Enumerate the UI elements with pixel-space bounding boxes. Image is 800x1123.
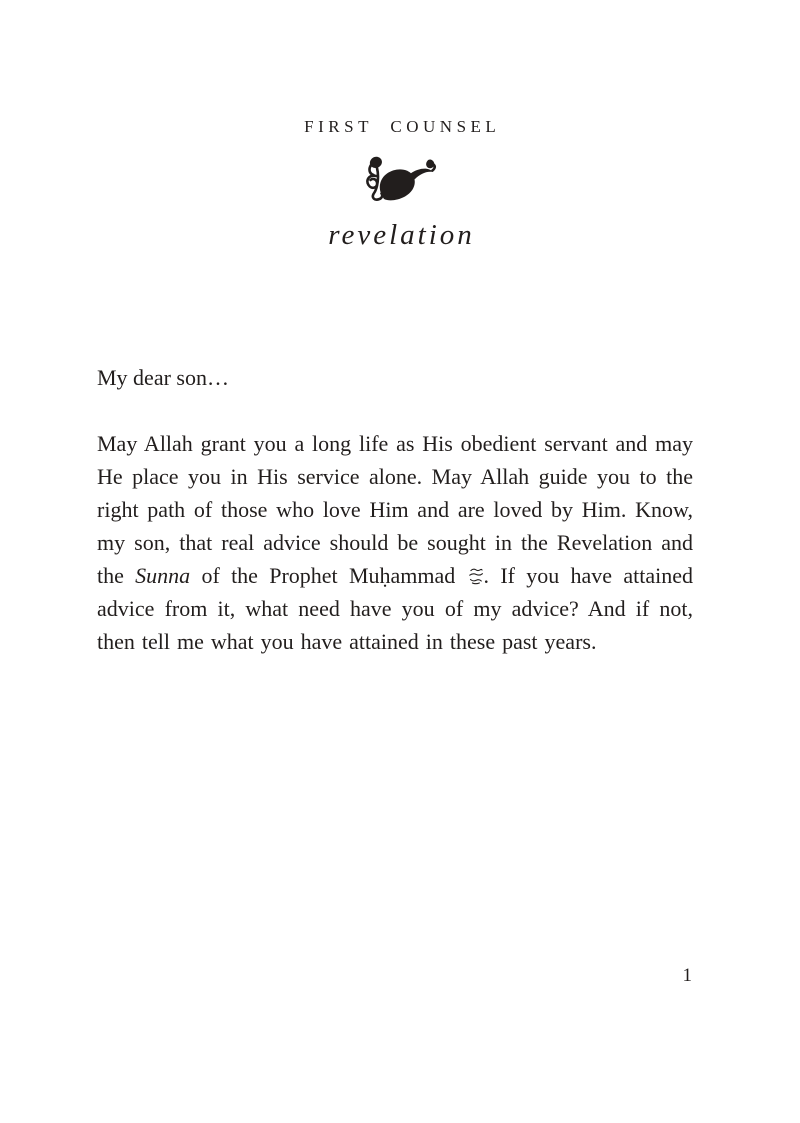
sunna-term-italic: Sunna bbox=[135, 563, 191, 588]
chapter-title: revelation bbox=[328, 219, 475, 251]
chapter-counsel-label: FIRST COUNSEL bbox=[304, 117, 501, 136]
body-paragraph bbox=[97, 427, 693, 658]
paragraph-text-after-honorific: . If you have attained advice from it, what need have you of my advice? And if not, then tell me what you have attained in these past years. bbox=[97, 563, 693, 654]
paragraph-text-before-sunna: May Allah grant you a long life as His obedient servant and may He place you in His service alone. May Allah guide you to the right path of those who love Him and are loved by Him. Know, my son, that real advice should be sought in the Revelation and the bbox=[97, 431, 693, 588]
page-number: 1 bbox=[682, 965, 692, 986]
sallallahu-alayhi-wa-sallam-honorific-icon bbox=[467, 562, 484, 582]
paragraph-text-after-sunna: of the Prophet Muḥammad bbox=[190, 563, 467, 588]
fleuron-ornament-icon bbox=[362, 154, 438, 204]
salutation: My dear son… bbox=[97, 365, 229, 390]
body-text-block bbox=[97, 361, 693, 658]
